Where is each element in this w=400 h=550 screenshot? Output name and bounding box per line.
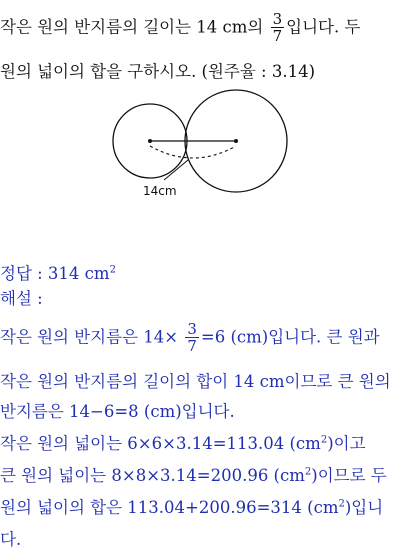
s7-text: 다. (0, 530, 22, 549)
s2-text: 작은 원의 반지름의 길이의 합이 14 cm이므로 큰 원의 (0, 372, 391, 391)
s1-fraction (185, 322, 199, 354)
small-center-dot (148, 139, 152, 143)
answer-line (0, 260, 116, 284)
answer-sup: 2 (109, 264, 116, 276)
problem-text-2: 원의 넓이의 합을 구하시오. (원주율 : 3.14) (0, 62, 316, 81)
s1-fraction-numerator: 3 (187, 320, 197, 338)
answer-label: 정답 : 314 cm (0, 264, 110, 283)
s5-text-a: 큰 원의 넓이는 8×8×3.14=200.96 (cm (0, 466, 305, 485)
solution-line-2 (0, 368, 391, 392)
large-center-dot (234, 139, 238, 143)
solution-line-3 (0, 398, 235, 422)
s3-text: 반지름은 14−6=8 (cm)입니다. (0, 402, 235, 421)
s1-text-a: 작은 원의 반지름은 14× (0, 327, 179, 347)
s6-sup: 2 (338, 498, 345, 510)
solution-line-5 (0, 462, 387, 486)
dashed-brace (150, 146, 236, 158)
s1-text-b: =6 (cm)입니다. 큰 원과 (200, 327, 380, 347)
explain-text: 해설 : (0, 289, 43, 308)
fraction-denominator: 7 (272, 27, 283, 45)
problem-text-1a: 작은 원의 반지름의 길이는 14 cm의 (0, 17, 264, 37)
s4-text-b: )이고 (327, 434, 366, 453)
s5-text-b: )이므로 두 (311, 466, 387, 485)
solution-line-4 (0, 430, 366, 454)
figure-label: 14cm (143, 184, 177, 198)
s4-text-a: 작은 원의 넓이는 6×6×3.14=113.04 (cm (0, 434, 321, 453)
s5-sup: 2 (304, 466, 312, 478)
solution-line-7 (0, 526, 21, 550)
fraction-numerator: 3 (272, 10, 283, 28)
solution-line-6 (0, 494, 383, 518)
s6-text-b: )입니 (344, 498, 384, 517)
problem-text-1b: 입니다. 두 (286, 17, 361, 37)
s4-sup: 2 (320, 434, 328, 446)
s1-fraction-denominator: 7 (187, 337, 197, 355)
two-circles-figure (0, 0, 400, 220)
label-leader (164, 160, 188, 180)
solution-line-1 (0, 322, 380, 354)
s6-text-a: 원의 넓이의 합은 113.04+200.96=314 (cm (0, 498, 339, 517)
explanation-label (0, 285, 43, 309)
